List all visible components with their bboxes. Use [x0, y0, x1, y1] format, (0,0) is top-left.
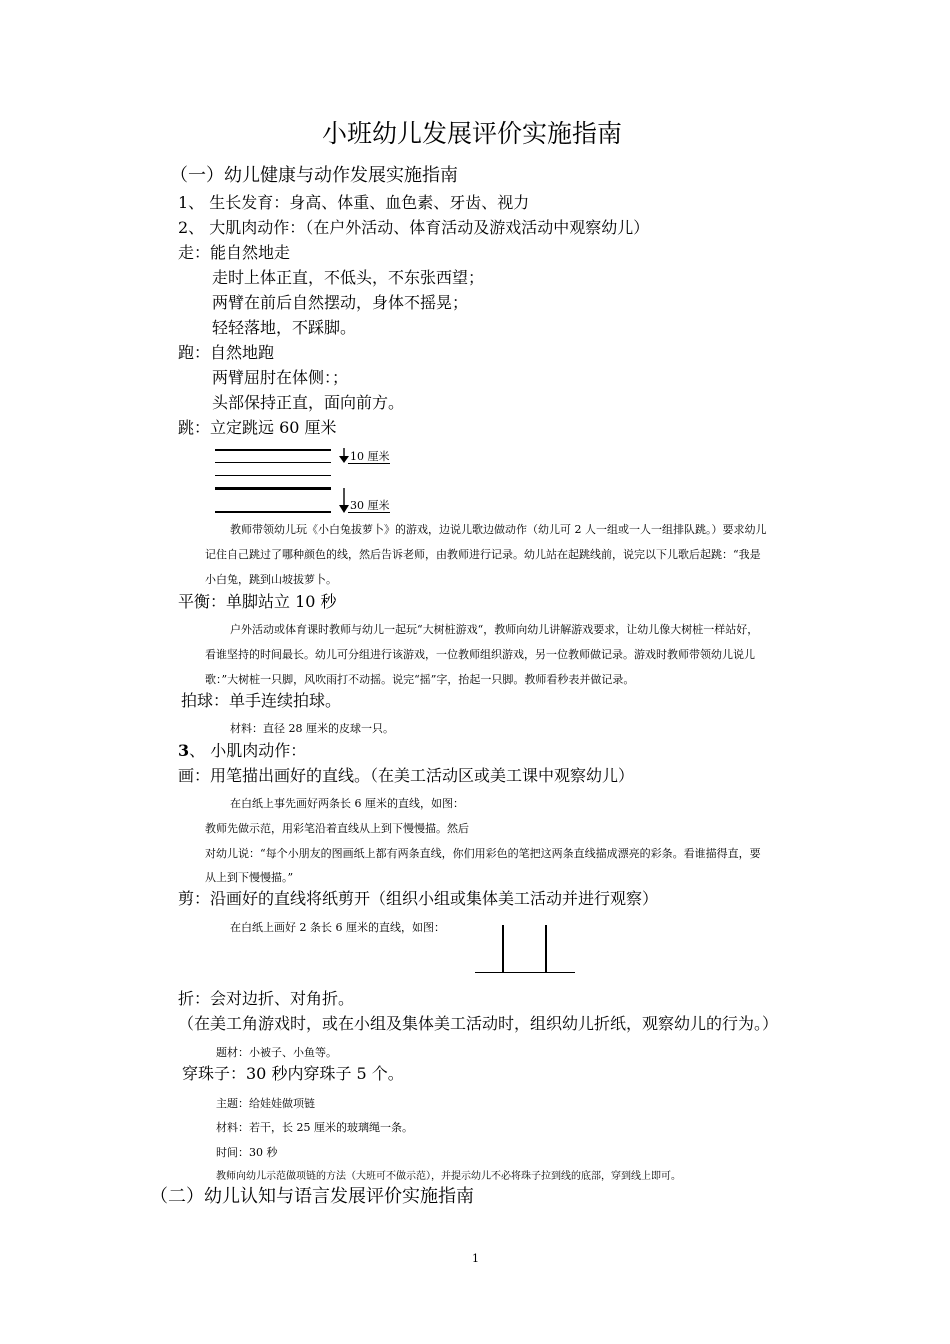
section-1-heading: （一）幼儿健康与动作发展实施指南 [170, 165, 458, 186]
label-underline [348, 463, 390, 464]
fold-note: （在美工角游戏时，或在小组及集体美工活动时，组织幼儿折纸，观察幼儿的行为。） [178, 1014, 779, 1033]
jump-label-10cm: 10 厘米 [350, 450, 390, 463]
jump-desc: 记住自己跳过了哪种颜色的线，然后告诉老师，由教师进行记录。幼儿站在起跳线前，说完以下儿歌后起跳：“我是 [205, 548, 761, 561]
jump-desc: 教师带领幼儿玩《小白兔拔萝卜》的游戏，边说儿歌边做动作（幼儿可 2 人一组或一人一组排队跳。）要求幼儿 [230, 523, 767, 536]
jump-line [215, 475, 331, 476]
draw-desc: 教师先做示范，用彩笔沿着直线从上到下慢慢描。然后 [205, 822, 469, 835]
bead-line: 时间：30 秒 [216, 1146, 278, 1159]
draw-desc: 从上到下慢慢描。” [205, 871, 294, 884]
cut-desc: 在白纸上画好 2 条长 6 厘米的直线，如图： [230, 921, 445, 934]
ball-desc: 材料：直径 28 厘米的皮球一只。 [230, 722, 394, 735]
bead-line: 材料：若干，长 25 厘米的玻璃绳一条。 [216, 1121, 413, 1134]
item-3-number: 3 [178, 741, 190, 760]
bead-line: 主题：给娃娃做项链 [216, 1097, 315, 1110]
item-1-growth: 1、 生长发育：身高、体重、血色素、牙齿、视力 [178, 193, 530, 212]
label-underline [348, 512, 390, 513]
balance-desc: 歌：”大树桩一只脚，风吹雨打不动摇。说完“摇”字，抬起一只脚。教师看秒表并做记录。 [205, 673, 635, 686]
walk-line: 走时上体正直，不低头，不东张西望； [212, 268, 485, 287]
cut-vertical-line [545, 925, 547, 973]
draw-desc: 对幼儿说：“每个小朋友的图画纸上都有两条直线，你们用彩色的笔把这两条直线描成漂亮的彩条。看谁描得直，要 [205, 847, 761, 860]
jump-label-30cm: 30 厘米 [350, 499, 390, 512]
walk-title: 走：能自然地走 [178, 243, 291, 262]
balance-desc: 看谁坚持的时间最长。幼儿可分组进行该游戏，一位教师组织游戏，另一位教师做记录。游戏时教师带领幼儿说儿 [205, 648, 755, 661]
balance-title: 平衡：单脚站立 10 秒 [178, 592, 337, 611]
walk-line: 两臂在前后自然摆动，身体不摇晃； [212, 293, 469, 312]
jump-line [215, 449, 331, 451]
draw-desc: 在白纸上事先画好两条长 6 厘米的直线，如图： [230, 797, 464, 810]
page-number: 1 [472, 1252, 479, 1265]
jump-line [215, 462, 331, 463]
jump-line [215, 487, 331, 490]
arrow-down-icon [337, 488, 351, 514]
jump-desc: 小白兔，跳到山坡拔萝卜。 [205, 573, 337, 586]
section-2-heading: （二）幼儿认知与语言发展评价实施指南 [150, 1186, 474, 1207]
fold-desc: 题材：小被子、小鱼等。 [216, 1046, 337, 1059]
item-3-fine-motor [178, 743, 306, 759]
bead-line: 教师向幼儿示范做项链的方法（大班可不做示范），并提示幼儿不必将珠子拉到线的底部，穿到线上即可。 [216, 1171, 681, 1182]
jump-title: 跳：立定跳远 60 厘米 [178, 418, 337, 437]
walk-line: 轻轻落地，不踩脚。 [212, 318, 357, 337]
jump-line [215, 511, 331, 513]
page-title: 小班幼儿发展评价实施指南 [322, 119, 623, 148]
arrow-down-icon [337, 448, 351, 464]
ball-title: 拍球：单手连续拍球。 [181, 691, 342, 710]
cut-base-line [475, 972, 575, 973]
run-line: 两臂屈肘在体侧：； [212, 368, 349, 387]
item-3-label: 、 小肌肉动作： [189, 741, 307, 760]
fold-title: 折：会对边折、对角折。 [178, 989, 355, 1008]
run-line: 头部保持正直，面向前方。 [212, 393, 405, 412]
cut-title: 剪：沿画好的直线将纸剪开（组织小组或集体美工活动并进行观察） [178, 889, 659, 908]
draw-title: 画：用笔描出画好的直线。（在美工活动区或美工课中观察幼儿） [178, 766, 635, 785]
balance-desc: 户外活动或体育课时教师与幼儿一起玩“大树桩游戏“，教师向幼儿讲解游戏要求，让幼儿像大树桩一样站好， [230, 623, 759, 636]
item-2-gross-motor: 2、 大肌肉动作：（在户外活动、体育活动及游戏活动中观察幼儿） [178, 218, 650, 237]
bead-title: 穿珠子：30 秒内穿珠子 5 个。 [182, 1064, 404, 1083]
run-title: 跑：自然地跑 [178, 343, 275, 362]
cut-vertical-line [502, 925, 504, 973]
